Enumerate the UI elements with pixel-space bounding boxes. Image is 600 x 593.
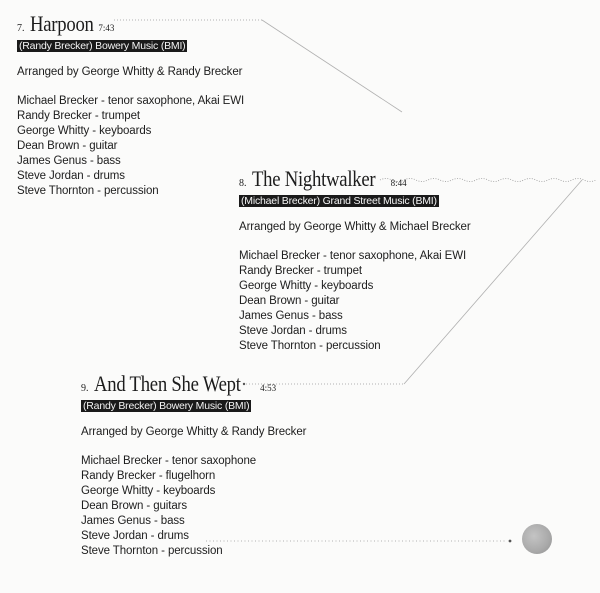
track-publisher: (Randy Brecker) Bowery Music (BMI)	[19, 40, 186, 52]
track-8	[239, 167, 471, 354]
track-duration: 4:53	[260, 383, 277, 393]
track-arranger: Arranged by George Whitty & Randy Brecker	[81, 426, 307, 438]
musician-item: Steve Jordan - drums	[239, 325, 347, 337]
track-duration: 8:44	[390, 178, 407, 188]
track-9	[81, 372, 306, 559]
musician-list	[81, 454, 306, 559]
track-title: Harpoon	[29, 11, 94, 36]
track-publisher: (Randy Brecker) Bowery Music (BMI)	[83, 400, 250, 412]
musician-item: George Whitty - keyboards	[81, 485, 216, 497]
disc-icon	[522, 524, 552, 554]
track-9-header	[81, 372, 306, 396]
musician-item: Michael Brecker - tenor saxophone, Akai EWI	[17, 95, 245, 107]
track-7	[17, 12, 244, 199]
musician-item: James Genus - bass	[17, 155, 121, 167]
track-title: The Nightwalker	[251, 166, 375, 191]
track-publisher: (Michael Brecker) Grand Street Music (BMI)	[241, 195, 437, 207]
musician-item: Dean Brown - guitar	[17, 140, 118, 152]
track-number: 8.	[239, 178, 247, 189]
musician-item: Michael Brecker - tenor saxophone, Akai EWI	[239, 250, 467, 262]
musician-item: George Whitty - keyboards	[239, 280, 374, 292]
musician-item: Steve Jordan - drums	[81, 530, 189, 542]
musician-item: Michael Brecker - tenor saxophone	[81, 455, 257, 467]
track-duration: 7:43	[98, 23, 115, 33]
musician-item: Dean Brown - guitars	[81, 500, 188, 512]
musician-item: Dean Brown - guitar	[239, 295, 340, 307]
track-8-header	[239, 167, 471, 191]
musician-item: James Genus - bass	[239, 310, 343, 322]
track-title: And Then She Wept	[93, 371, 241, 396]
track-7-header	[17, 12, 244, 36]
musician-item: George Whitty - keyboards	[17, 125, 152, 137]
musician-item: Steve Thornton - percussion	[81, 545, 223, 557]
track-number: 9.	[81, 383, 89, 394]
musician-item: Steve Jordan - drums	[17, 170, 125, 182]
track-arranger: Arranged by George Whitty & Randy Brecker	[17, 66, 243, 78]
musician-item: Randy Brecker - flugelhorn	[81, 470, 216, 482]
musician-item: James Genus - bass	[81, 515, 185, 527]
musician-item: Steve Thornton - percussion	[17, 185, 159, 197]
musician-item: Randy Brecker - trumpet	[239, 265, 362, 277]
track-number: 7.	[17, 23, 25, 34]
musician-item: Steve Thornton - percussion	[239, 340, 381, 352]
musician-item: Randy Brecker - trumpet	[17, 110, 140, 122]
musician-list	[17, 94, 244, 199]
track-arranger: Arranged by George Whitty & Michael Brecker	[239, 221, 471, 233]
musician-list	[239, 249, 471, 354]
